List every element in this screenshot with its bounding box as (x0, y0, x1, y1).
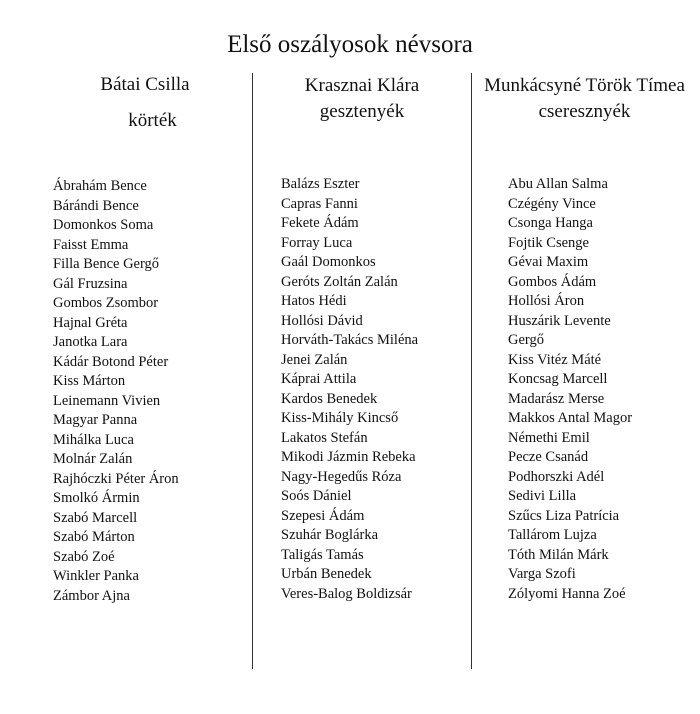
student-name: Nagy-Hegedűs Róza (281, 468, 402, 485)
student-name: Bárándi Bence (53, 197, 139, 214)
student-name: Mikodi Jázmin Rebeka (281, 449, 416, 465)
student-name: Rajhóczki Péter Áron (53, 470, 179, 487)
student-name: Ábrahám Bence (53, 178, 147, 194)
student-name: Domonkos Soma (53, 217, 154, 233)
student-name: Sedivi Lilla (508, 488, 577, 504)
student-name: Fekete Ádám (281, 215, 359, 231)
teacher-name: Munkácsyné Török Tímea (484, 75, 685, 96)
column-header-batai (50, 73, 240, 133)
student-name: Tóth Milán Márk (508, 546, 609, 563)
student-name: Faisst Emma (53, 236, 129, 253)
teacher-name: Bátai Csilla (100, 74, 190, 95)
student-name: Lakatos Stefán (281, 429, 368, 446)
student-name: Gergő (508, 332, 544, 348)
student-name: Janotka Lara (53, 334, 128, 350)
student-name: Némethi Emil (508, 429, 590, 446)
student-name: Koncsag Marcell (508, 371, 608, 387)
student-name: Molnár Zalán (53, 451, 133, 467)
student-name: Hollósi Dávid (281, 312, 363, 329)
group-name: körték (128, 110, 177, 131)
student-name: Urbán Benedek (281, 566, 372, 582)
student-name: Podhorszki Adél (508, 468, 605, 485)
student-list-cseresznye (508, 175, 632, 604)
student-name: Taligás Tamás (281, 546, 364, 563)
student-name: Pecze Csanád (508, 449, 589, 465)
page-title: Első oszályosok névsora (227, 31, 473, 58)
student-list-gesztenye (281, 175, 418, 604)
student-name: Hollósi Áron (508, 293, 585, 309)
student-name: Kiss Vitéz Máté (508, 351, 602, 368)
student-name: Horváth-Takács Miléna (281, 332, 419, 348)
student-name: Hatos Hédi (281, 293, 347, 309)
student-name: Varga Szofi (508, 566, 576, 582)
student-name: Gombos Zsombor (53, 295, 159, 311)
student-name: Csonga Hanga (508, 215, 593, 231)
student-name: Balázs Eszter (281, 176, 360, 192)
student-name: Huszárik Levente (508, 312, 611, 329)
student-name: Magyar Panna (53, 412, 138, 428)
student-name: Czégény Vince (508, 195, 596, 212)
group-name: gesztenyék (319, 101, 405, 122)
student-name: Zólyomi Hanna Zoé (508, 585, 626, 602)
student-name: Kiss-Mihály Kincső (281, 410, 399, 426)
student-name: Geróts Zoltán Zalán (281, 273, 398, 290)
group-name: cseresznyék (538, 101, 631, 122)
student-name: Szűcs Liza Patrícia (508, 507, 620, 524)
student-name: Zámbor Ajna (53, 587, 130, 604)
student-name: Abu Allan Salma (508, 176, 608, 192)
student-name: Soós Dániel (281, 488, 352, 504)
teacher-name: Krasznai Klára (304, 75, 420, 96)
student-name: Veres-Balog Boldizsár (281, 585, 412, 602)
student-name: Gévai Maxim (508, 254, 589, 270)
student-name: Szabó Marcell (53, 509, 138, 526)
student-name: Forray Luca (281, 234, 353, 251)
student-name: Hajnal Gréta (53, 314, 128, 331)
student-name: Gál Fruzsina (53, 275, 128, 292)
student-name: Szepesi Ádám (281, 507, 365, 524)
column-divider-2 (471, 73, 472, 669)
student-name: Smolkó Ármin (53, 490, 140, 506)
student-name: Filla Bence Gergő (53, 256, 160, 272)
student-name: Gaál Domonkos (281, 254, 376, 270)
student-name: Tallárom Lujza (508, 527, 597, 543)
student-name: Winkler Panka (53, 568, 139, 584)
student-name: Capras Fanni (281, 195, 358, 212)
student-name: Gombos Ádám (508, 273, 597, 290)
student-name: Kiss Márton (53, 373, 126, 389)
student-name: Káprai Attila (281, 371, 357, 387)
student-name: Makkos Antal Magor (508, 410, 633, 426)
column-header-munkacsyne (482, 73, 687, 125)
student-name: Mihálka Luca (53, 431, 134, 448)
student-name: Szabó Márton (53, 529, 135, 545)
student-name: Jenei Zalán (281, 351, 348, 368)
student-name: Fojtik Csenge (508, 234, 589, 251)
student-name: Kádár Botond Péter (53, 353, 169, 370)
student-name: Leinemann Vivien (53, 392, 161, 409)
student-name: Kardos Benedek (281, 390, 378, 407)
student-name: Szabó Zoé (53, 548, 115, 565)
student-name: Madarász Merse (508, 390, 605, 407)
student-name: Szuhár Boglárka (281, 527, 379, 543)
column-header-krasznai (262, 73, 462, 125)
column-divider-1 (252, 73, 253, 669)
student-list-korte (53, 177, 179, 606)
